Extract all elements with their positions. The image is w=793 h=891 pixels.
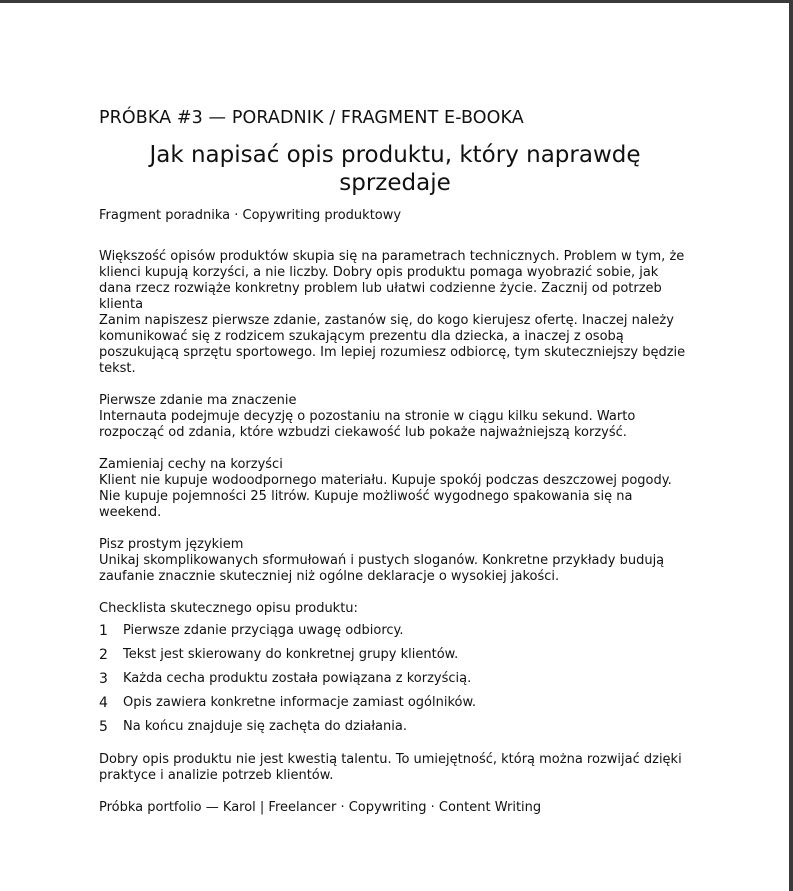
checklist-text: Na końcu znajduje się zachęta do działania. [123, 719, 407, 734]
sample-label: PRÓBKA #3 — PORADNIK / FRAGMENT E-BOOKA [99, 108, 524, 128]
intro-block [99, 249, 691, 377]
checklist-text: Każda cecha produktu została powiązana z korzyścią. [123, 671, 472, 686]
checklist-item [99, 719, 691, 743]
section-features-benefits [99, 457, 691, 521]
document-title: Jak napisać opis produktu, który naprawdę sprzedaje [149, 142, 641, 196]
section-text: Klient nie kupuje wodoodpornego materiału. Kupuje spokój podczas deszczowej pogody. Nie kupuje pojemności 25 litrów. Kupuje możliwość wygodnego spakowania się na weekend. [99, 473, 672, 520]
checklist-title: Checklista skutecznego opisu produktu: [99, 601, 358, 616]
checklist-text: Opis zawiera konkretne informacje zamiast ogólników. [123, 695, 477, 710]
document-page [99, 107, 691, 816]
checklist-item [99, 695, 691, 719]
section-heading: Pisz prostym językiem [99, 537, 244, 552]
checklist-text: Tekst jest skierowany do konkretnej grupy klientów. [123, 647, 459, 662]
checklist-number: 4 [99, 695, 108, 711]
right-border [789, 0, 793, 891]
intro-paragraph: Większość opisów produktów skupia się na parametrach technicznych. Problem w tym, że klienci kupują korzyści, a nie liczby. Dobry opis produktu pomaga wyobrazić sobie, jak dana rzecz rozwiąże konkretny problem lub ułatwi codzienne życie. Zacznij od potrzeb klienta [99, 249, 685, 312]
document-meta: Fragment poradnika · Copywriting produktowy [99, 208, 402, 223]
checklist-number: 3 [99, 671, 108, 687]
checklist-item [99, 671, 691, 695]
checklist-number: 5 [99, 719, 108, 735]
checklist-item [99, 623, 691, 647]
section-text: Internauta podejmuje decyzję o pozostaniu na stronie w ciągu kilku sekund. Warto rozpocząć od zdania, które wzbudzi ciekawość lub pokaże najważniejszą korzyść. [99, 409, 636, 440]
section-simple-language [99, 537, 691, 585]
section-heading: Pierwsze zdanie ma znaczenie [99, 393, 297, 408]
checklist-text: Pierwsze zdanie przyciąga uwagę odbiorcy. [123, 623, 404, 638]
summary-paragraph: Dobry opis produktu nie jest kwestią talentu. To umiejętność, którą można rozwijać dzięki praktyce i analizie potrzeb klientów. [99, 752, 682, 783]
checklist-number: 1 [99, 623, 108, 639]
section-heading: Zamieniaj cechy na korzyści [99, 457, 283, 472]
section-first-sentence [99, 393, 691, 441]
checklist [99, 623, 691, 743]
section-text: Unikaj skomplikowanych sformułowań i pustych sloganów. Konkretne przykłady budują zaufanie znacznie skuteczniej niż ogólne deklaracje o wysokiej jakości. [99, 553, 665, 584]
portfolio-footer: Próbka portfolio — Karol | Freelancer · Copywriting · Content Writing [99, 800, 542, 815]
checklist-item [99, 647, 691, 671]
intro-paragraph: Zanim napiszesz pierwsze zdanie, zastanów się, do kogo kierujesz ofertę. Inaczej należy komunikować się z rodzicem szukającym prezentu dla dziecka, a inaczej z osobą poszukującą sprzętu sportowego. Im lepiej rozumiesz odbiorcę, tym skuteczniejszy będzie tekst. [99, 313, 686, 376]
top-border [0, 0, 793, 3]
checklist-number: 2 [99, 647, 108, 663]
